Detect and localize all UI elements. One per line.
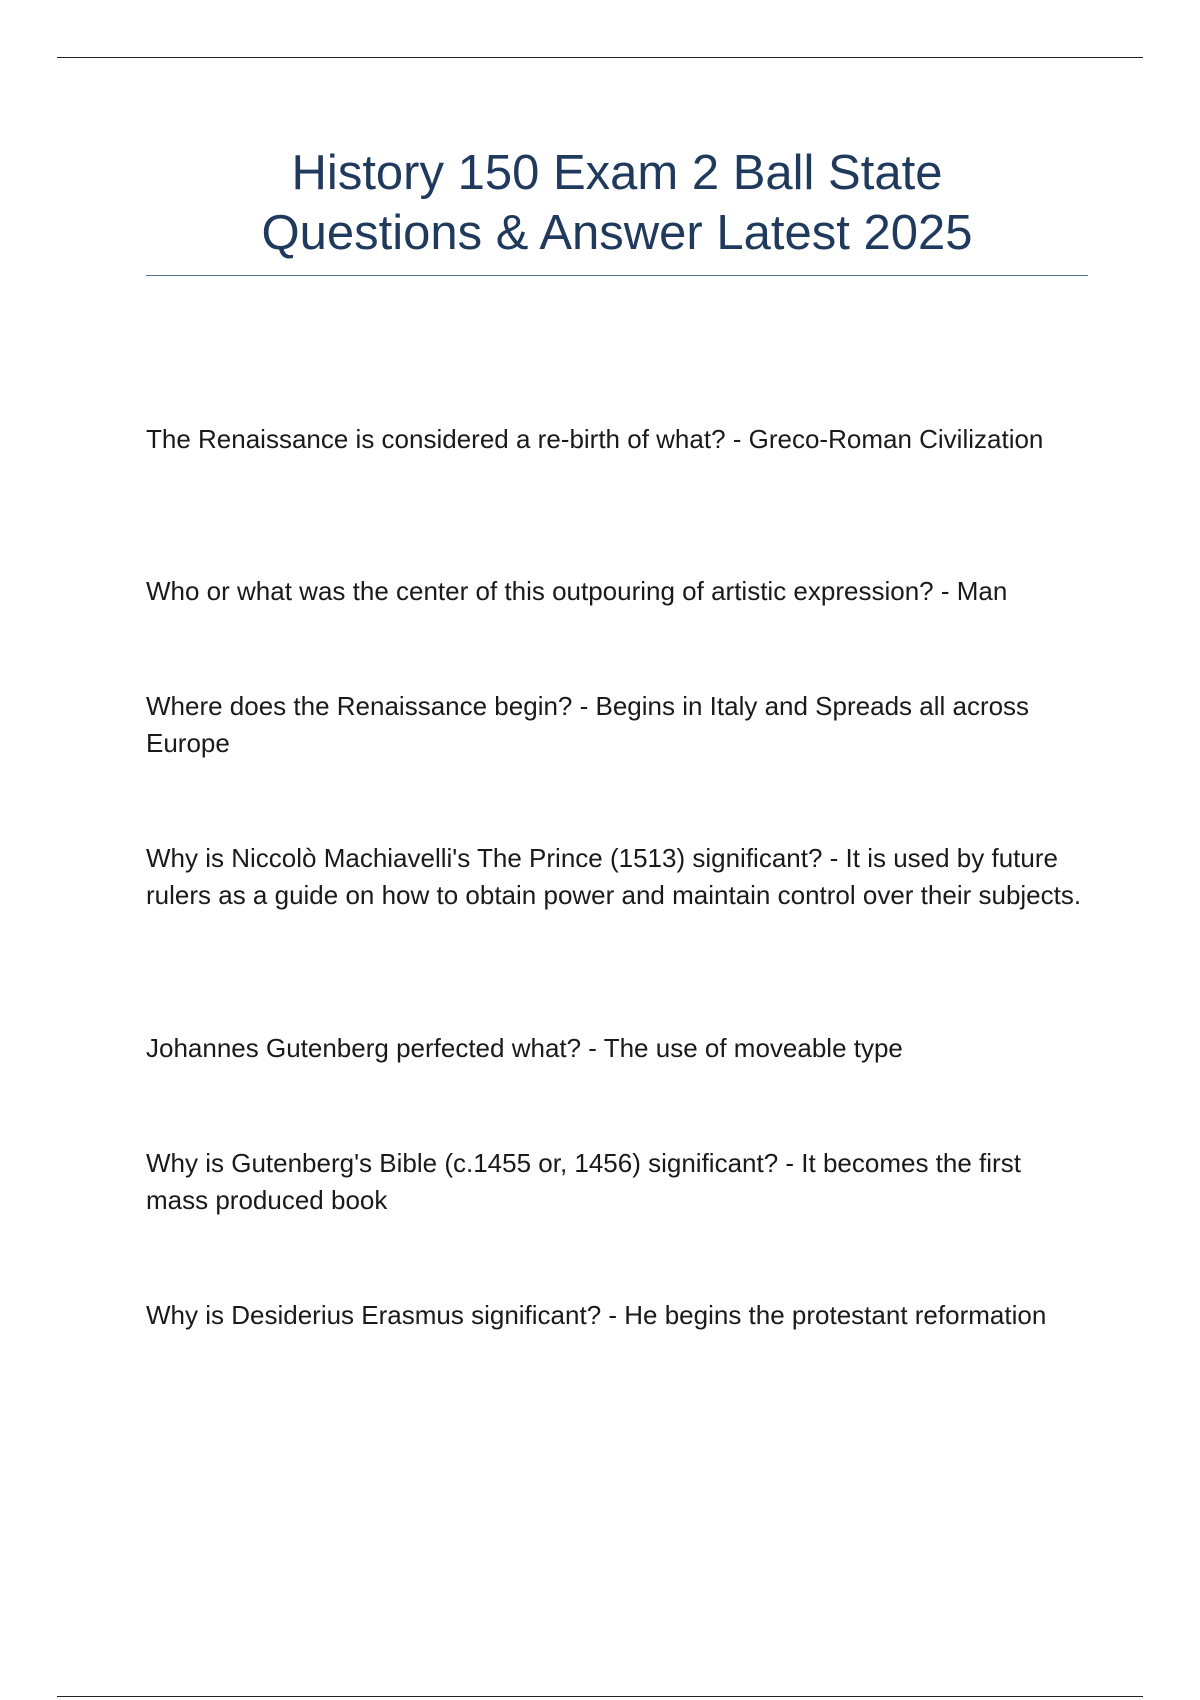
qa-item: Where does the Renaissance begin? - Begins in Italy and Spreads all across Europe bbox=[146, 691, 1030, 758]
qa-list bbox=[146, 0, 1086, 1700]
qa-item: Why is Niccolò Machiavelli's The Prince (1513) significant? - It is used by future rulers as a guide on how to obtain power and maintain control over their subjects. bbox=[146, 843, 1082, 910]
qa-item: The Renaissance is considered a re-birth of what? - Greco-Roman Civilization bbox=[146, 424, 1044, 454]
qa-item: Why is Desiderius Erasmus significant? - He begins the protestant reformation bbox=[146, 1300, 1047, 1330]
title-line-2: Questions & Answer Latest 2025 bbox=[261, 206, 973, 260]
qa-item: Who or what was the center of this outpouring of artistic expression? - Man bbox=[146, 576, 1008, 606]
title-line-1: History 150 Exam 2 Ball State bbox=[291, 146, 943, 200]
qa-item: Why is Gutenberg's Bible (c.1455 or, 1456) significant? - It becomes the first mass produced book bbox=[146, 1148, 1021, 1215]
qa-item: Johannes Gutenberg perfected what? - The use of moveable type bbox=[146, 1033, 903, 1063]
bottom-divider bbox=[57, 1696, 1143, 1697]
